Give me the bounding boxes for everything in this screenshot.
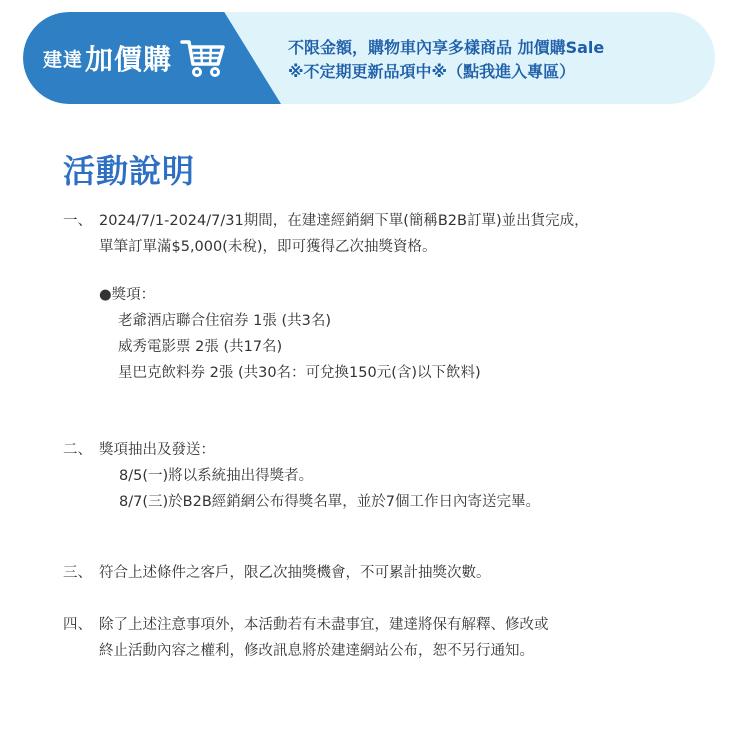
banner-line-2: ※不定期更新品項中※（點我進入專區）	[288, 62, 576, 81]
shopping-cart-icon	[180, 38, 226, 78]
rule-text-line: 獎項抽出及發送：	[99, 442, 215, 458]
rule-item-4	[63, 612, 723, 664]
brand-logo	[43, 38, 226, 78]
rules-list	[63, 208, 723, 664]
prize-label: ●獎項：	[99, 287, 156, 303]
prize-list	[99, 282, 723, 386]
rule-number: 三、	[63, 565, 92, 581]
banner-message[interactable]	[288, 36, 604, 84]
schedule-line: 8/5(一)將以系統抽出得獎者。	[119, 468, 314, 484]
rule-number: 一、	[63, 213, 92, 229]
brand-name: 建達	[43, 48, 84, 71]
promo-banner[interactable]	[23, 12, 715, 104]
prize-item: 威秀電影票 2張 (共17名)	[118, 339, 283, 355]
prize-item: 老爺酒店聯合住宿券 1張 (共3名)	[118, 313, 331, 329]
rule-item-1	[63, 208, 723, 386]
rule-text-line: 終止活動內容之權利，修改訊息將於建達網站公布，恕不另行通知。	[99, 643, 534, 659]
rule-number: 四、	[63, 617, 92, 633]
section-title: 活動說明	[63, 152, 196, 190]
brand-campaign: 加價購	[85, 43, 173, 76]
rule-text-line: 除了上述注意事項外，本活動若有未盡事宜，建達將保有解釋、修改或	[99, 617, 549, 633]
rule-item-2	[63, 437, 723, 515]
rule-number: 二、	[63, 442, 92, 458]
banner-line-1: 不限金額，購物車內享多樣商品 加價購Sale	[288, 38, 605, 57]
schedule-line: 8/7(三)於B2B經銷網公布得獎名單，並於7個工作日內寄送完畢。	[119, 494, 540, 510]
rule-text-line: 單筆訂單滿$5,000(未稅)，即可獲得乙次抽獎資格。	[99, 239, 437, 255]
rule-item-3	[63, 560, 723, 586]
rule-text-line: 2024/7/1-2024/7/31期間，在建達經銷網下單(簡稱B2B訂單)並出貨完成，	[99, 213, 589, 229]
prize-item: 星巴克飲料券 2張 (共30名：可兌換150元(含)以下飲料)	[118, 365, 481, 381]
rule-text-line: 符合上述條件之客戶，限乙次抽獎機會，不可累計抽獎次數。	[99, 565, 491, 581]
